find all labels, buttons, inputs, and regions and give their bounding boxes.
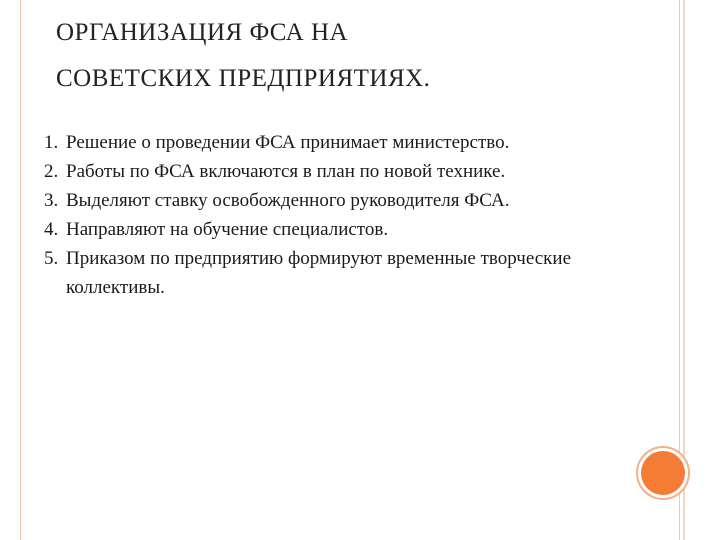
slide-title (56, 10, 656, 102)
list-item (44, 215, 664, 244)
list-item (44, 128, 664, 157)
item-text: Направляют на обучение специалистов. (66, 219, 389, 240)
steps-list (44, 128, 664, 302)
item-number: 5. (44, 248, 59, 269)
item-number: 2. (44, 161, 59, 182)
item-text: Решение о проведении ФСА принимает министерство. (66, 132, 510, 153)
item-number: 1. (44, 132, 59, 153)
list-item (44, 186, 664, 215)
list-item (44, 244, 664, 302)
item-text: Приказом по предприятию формируют временные творческие коллективы. (66, 248, 572, 298)
title-line-2: СОВЕТСКИХ ПРЕДПРИЯТИЯХ. (56, 65, 431, 92)
list-item (44, 157, 664, 186)
decorative-circle-icon (641, 451, 685, 495)
title-line-1: ОРГАНИЗАЦИЯ ФСА НА (56, 19, 349, 46)
item-text: Работы по ФСА включаются в план по новой технике. (66, 161, 506, 182)
item-number: 4. (44, 219, 59, 240)
item-text: Выделяют ставку освобожденного руководителя ФСА. (66, 190, 510, 211)
item-number: 3. (44, 190, 59, 211)
right-border-line (683, 0, 685, 540)
